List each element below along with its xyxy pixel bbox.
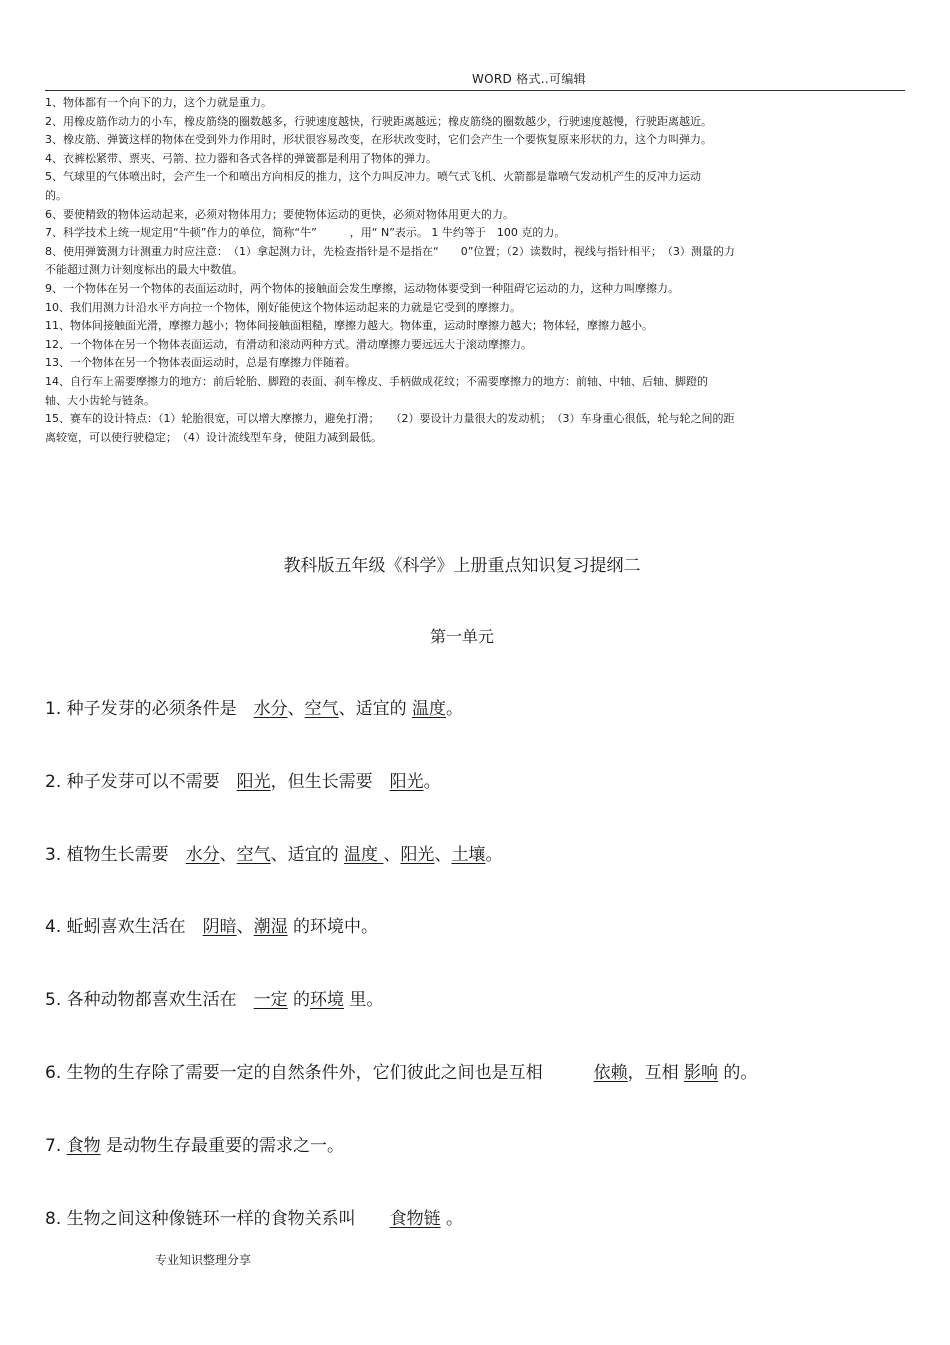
question-text: 、适宜的: [270, 844, 345, 865]
answer-blank: 空气: [236, 844, 271, 865]
question-text: 是动物生存最重要的需求之一。: [100, 1135, 345, 1156]
list-item: 15、赛车的设计特点：（1）轮胎很宽，可以增大摩擦力，避免打滑； （2）要设计力量很大的发动机； （3）车身重心很低，轮与轮之间的距: [45, 412, 735, 426]
question-item: [45, 985, 383, 1010]
answer-blank: 环境: [310, 990, 345, 1011]
question-text: 。: [485, 844, 503, 865]
list-item: 9、一个物体在另一个物体的表面运动时，两个物体的接触面会发生摩擦，运动物体要受到一种阻碍它运动的力，这种力叫摩擦力。: [45, 281, 679, 295]
question-text: 6. 生物的生存除了需要一定的自然条件外，它们彼此之间也是互相: [45, 1063, 594, 1083]
question-text: 里。: [344, 990, 384, 1011]
answer-blank: 食物: [66, 1135, 101, 1156]
question-text: 1. 种子发芽的必须条件是: [45, 699, 254, 719]
section-heading: 第一单元: [429, 627, 494, 646]
list-item: 7、科学技术上统一规定用“牛顿”作力的单位，简称“牛” ，用“ N”表示。 1 牛约等于 100 克的力。: [45, 226, 566, 240]
list-item: 8、使用弹簧测力计测重力时应注意： （1）拿起测力计，先检查指针是不是指在“ 0”位置；（2）读数时，视线与指针相平； （3）测量的力: [45, 244, 735, 258]
question-item: [45, 694, 463, 719]
question-text: 5. 各种动物都喜欢生活在: [45, 990, 254, 1011]
answer-blank: 一定: [253, 990, 288, 1011]
list-item: 的。: [45, 188, 67, 202]
question-item: [45, 840, 502, 865]
header-divider: [45, 90, 905, 91]
list-item: 轴、大小齿轮与链条。: [45, 393, 155, 407]
list-item: 1、物体都有一个向下的力，这个力就是重力。: [45, 96, 272, 109]
answer-blank: 温度: [412, 699, 447, 719]
question-item: [45, 912, 378, 937]
list-item: 2、用橡皮筋作动力的小车，橡皮筋绕的圈数越多，行驶速度越快，行驶距离越远；橡皮筋绕的圈数越少，行驶速度越慢，行驶距离越近。: [45, 114, 712, 128]
question-text: 、: [434, 844, 452, 865]
question-text: 8. 生物之间这种像链环一样的食物关系叫: [45, 1208, 390, 1229]
list-item: 5、气球里的气体喷出时，会产生一个和喷出方向相反的推力，这个力叫反冲力。喷气式飞机、火箭都是靠喷气发动机产生的反冲力运动: [45, 170, 701, 184]
question-text: 的环境中。: [287, 917, 379, 938]
question-text: 7.: [45, 1135, 67, 1156]
document-title: 教科版五年级《科学》上册重点知识复习提纲二: [283, 556, 641, 576]
page-footer: 专业知识整理分享: [155, 1253, 252, 1267]
question-text: 、: [236, 917, 254, 938]
answer-blank: 食物链: [389, 1208, 441, 1229]
knowledge-list-unit4: [45, 94, 905, 447]
question-text: ，但生长需要: [270, 771, 390, 792]
list-item: 13、一个物体在另一个物体表面运动时，总是有摩擦力伴随着。: [45, 356, 356, 370]
question-item: [45, 1131, 344, 1156]
question-text: ，互相: [627, 1063, 685, 1083]
answer-blank: 水分: [185, 844, 220, 865]
question-item: [45, 1204, 463, 1229]
answer-blank: 水分: [253, 699, 288, 719]
answer-blank: 空气: [304, 699, 339, 719]
question-text: 。: [440, 1208, 464, 1229]
answer-blank: 阳光: [400, 844, 435, 865]
question-text: 、适宜的: [338, 699, 413, 719]
question-text: 3. 植物生长需要: [45, 844, 186, 865]
list-item: 4、衣裤松紧带、票夹、弓箭、拉力器和各式各样的弹簧都是利用了物体的弹力。: [45, 151, 437, 165]
question-text: 、: [383, 844, 401, 865]
answer-blank: 阳光: [389, 771, 424, 792]
page-header: WORD 格式..可编辑: [472, 72, 586, 86]
question-item: [45, 767, 441, 792]
answer-blank: 阳光: [236, 771, 271, 792]
answer-blank: 温度: [344, 844, 384, 865]
list-item: 10、我们用测力计沿水平方向拉一个物体，刚好能使这个物体运动起来的力就是它受到的摩擦力。: [45, 300, 521, 314]
question-text: 4. 蚯蚓喜欢生活在: [45, 917, 203, 938]
question-text: 、: [287, 699, 305, 719]
list-item: 3、橡皮筋、弹簧这样的物体在受到外力作用时，形状很容易改变，在形状改变时，它们会产生一个要恢复原来形状的力，这个力叫弹力。: [45, 133, 712, 147]
question-text: 、: [219, 844, 237, 865]
answer-blank: 依赖: [593, 1063, 628, 1083]
list-item: 11、物体间接触面光滑，摩擦力越小；物体间接触面粗糙，摩擦力越大。物体重，运动时摩擦力越大；物体轻，摩擦力越小。: [45, 319, 653, 333]
question-text: 。: [423, 771, 441, 792]
list-item: 离较宽，可以使行驶稳定； （4）设计流线型车身，使阻力减到最低。: [45, 430, 382, 444]
answer-blank: 阴暗: [202, 917, 237, 938]
answer-blank: 影响: [684, 1063, 719, 1083]
question-text: 。: [446, 699, 464, 719]
question-text: 的。: [718, 1063, 758, 1083]
list-item: 12、一个物体在另一个物体表面运动，有滑动和滚动两种方式。滑动摩擦力要远远大于滚动摩擦力。: [45, 337, 532, 351]
answer-blank: 潮湿: [253, 917, 288, 938]
list-item: 6、要使精致的物体运动起来，必须对物体用力；要使物体运动的更快，必须对物体用更大的力。: [45, 207, 514, 221]
question-text: 的: [287, 990, 311, 1011]
question-item: [45, 1058, 757, 1083]
question-text: 2. 种子发芽可以不需要: [45, 771, 237, 792]
list-item: 14、自行车上需要摩擦力的地方：前后轮胎、脚蹬的表面、刹车橡皮、手柄做成花纹；不需要摩擦力的地方：前轴、中轴、后轴、脚蹬的: [45, 374, 708, 388]
list-item: 不能超过测力计刻度标出的最大中数值。: [45, 263, 243, 277]
answer-blank: 土壤: [451, 844, 486, 865]
